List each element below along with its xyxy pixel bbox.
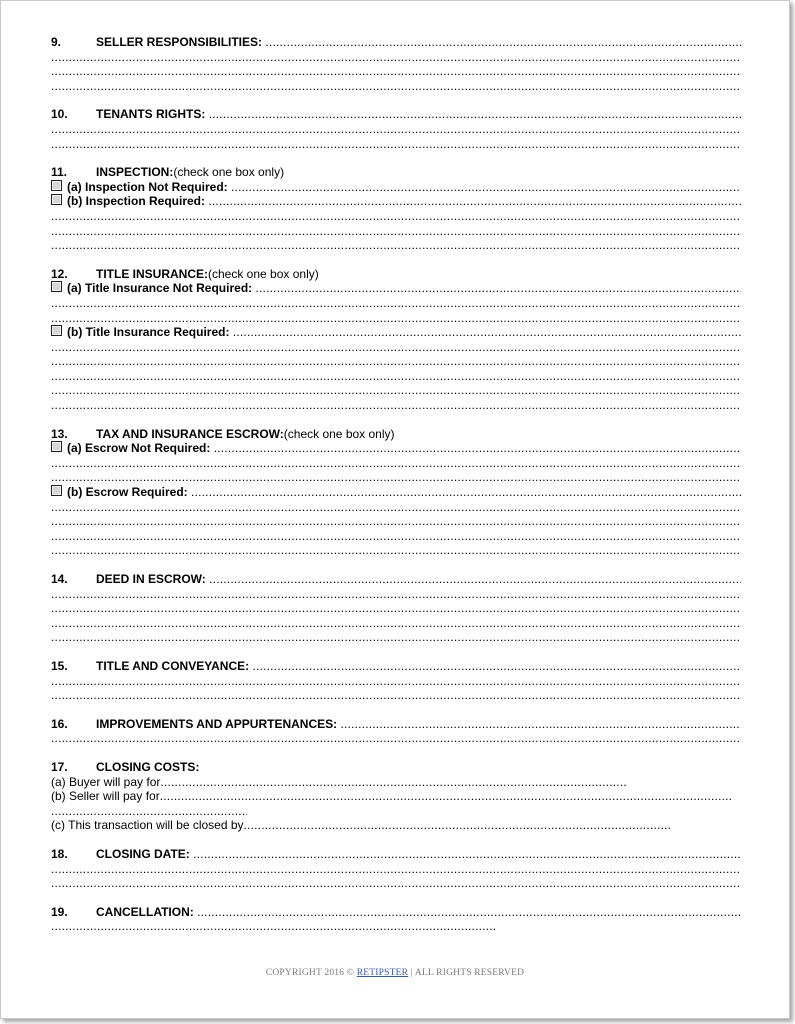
- fill-line[interactable]: [51, 238, 741, 253]
- section-number: 17.: [51, 759, 68, 774]
- closing-cost-buyer: [51, 775, 741, 790]
- fill-line[interactable]: [255, 281, 741, 296]
- checkbox[interactable]: [51, 325, 62, 336]
- fill-line[interactable]: [51, 688, 741, 703]
- fill-line[interactable]: [51, 500, 741, 515]
- fill-line[interactable]: [160, 789, 732, 804]
- form-content: [51, 35, 741, 934]
- fill-line[interactable]: [160, 775, 628, 790]
- fill-line[interactable]: [51, 876, 741, 891]
- closing-cost-label: (b) Seller will pay for: [51, 789, 160, 804]
- fill-line[interactable]: [51, 731, 741, 746]
- section-17-heading: [51, 760, 741, 775]
- option-label: (b) Title Insurance Required:: [67, 325, 230, 340]
- fill-line[interactable]: [51, 122, 741, 137]
- option-title-insurance-not-required: [51, 281, 741, 296]
- closing-cost-seller: [51, 789, 741, 804]
- option-label: (a) Escrow Not Required:: [67, 441, 211, 456]
- fill-line[interactable]: [209, 107, 741, 122]
- fill-line[interactable]: [233, 325, 741, 340]
- fill-line[interactable]: [51, 311, 741, 326]
- section-number: 9.: [51, 35, 62, 49]
- section-title: SELLER RESPONSIBILITIES:: [96, 35, 263, 49]
- section-title: TITLE AND CONVEYANCE:: [96, 658, 250, 673]
- section-title: CLOSING DATE:: [96, 846, 190, 861]
- option-escrow-not-required: [51, 441, 741, 456]
- section-title: IMPROVEMENTS AND APPURTENANCES:: [96, 716, 338, 731]
- fill-line[interactable]: [340, 717, 741, 732]
- fill-line[interactable]: [51, 616, 741, 631]
- section-number: 14.: [51, 572, 68, 586]
- fill-line[interactable]: [51, 804, 741, 819]
- fill-line[interactable]: [51, 224, 741, 239]
- section-title: CLOSING COSTS:: [96, 759, 200, 774]
- section-title: CANCELLATION:: [96, 904, 194, 919]
- section-number: 11.: [51, 165, 68, 180]
- fill-line[interactable]: [51, 296, 741, 311]
- section-title: TITLE INSURANCE:: [96, 266, 208, 281]
- fill-line[interactable]: [208, 194, 741, 209]
- section-15-heading: [51, 659, 741, 674]
- fill-line[interactable]: [244, 818, 672, 833]
- checkbox[interactable]: [51, 485, 62, 496]
- section-number: 19.: [51, 904, 68, 919]
- fill-line[interactable]: [51, 587, 741, 602]
- option-inspection-not-required: [51, 180, 741, 195]
- fill-line[interactable]: [51, 64, 741, 79]
- section-14-heading: [51, 572, 741, 587]
- footer-suffix: | ALL RIGHTS RESERVED: [408, 968, 525, 978]
- fill-line[interactable]: [214, 441, 741, 456]
- checkbox[interactable]: [51, 281, 62, 292]
- fill-line[interactable]: [51, 862, 741, 877]
- section-number: 18.: [51, 846, 68, 861]
- option-label: (a) Inspection Not Required:: [67, 179, 228, 194]
- fill-line[interactable]: [193, 847, 741, 862]
- checkbox[interactable]: [51, 441, 62, 452]
- fill-line[interactable]: [51, 79, 741, 94]
- section-11-heading: [51, 165, 741, 180]
- section-note: (check one box only): [283, 426, 395, 441]
- copyright-footer: [1, 968, 789, 978]
- section-19-heading: [51, 905, 741, 920]
- fill-line[interactable]: [51, 369, 741, 384]
- section-18-heading: [51, 847, 741, 862]
- fill-line[interactable]: [51, 529, 741, 544]
- option-label: (b) Inspection Required:: [67, 194, 205, 209]
- section-16-heading: [51, 717, 741, 732]
- fill-line[interactable]: [191, 485, 741, 500]
- closing-cost-label: (c) This transaction will be closed by: [51, 818, 244, 833]
- fill-line[interactable]: [51, 470, 741, 485]
- option-title-insurance-required: [51, 325, 741, 340]
- fill-line[interactable]: [51, 674, 741, 689]
- fill-line[interactable]: [51, 354, 741, 369]
- section-12-heading: [51, 267, 741, 282]
- retipster-link[interactable]: RETIPSTER: [356, 968, 409, 978]
- fill-line[interactable]: [51, 543, 741, 558]
- section-title: TENANTS RIGHTS:: [96, 107, 206, 122]
- section-note: (check one box only): [208, 266, 319, 281]
- option-escrow-required: [51, 485, 741, 500]
- section-title: DEED IN ESCROW:: [96, 572, 206, 586]
- fill-line[interactable]: [51, 514, 741, 529]
- option-label: (a) Title Insurance Not Required:: [67, 281, 253, 296]
- fill-line[interactable]: [51, 137, 741, 152]
- fill-line[interactable]: [51, 456, 741, 471]
- section-title: INSPECTION:: [96, 165, 174, 180]
- fill-line[interactable]: [51, 209, 741, 224]
- fill-line[interactable]: [51, 383, 741, 398]
- fill-line[interactable]: [197, 905, 741, 920]
- section-note: (check one box only): [173, 165, 285, 180]
- section-number: 16.: [51, 716, 68, 731]
- section-10-heading: [51, 107, 741, 122]
- section-number: 15.: [51, 658, 68, 673]
- section-number: 13.: [51, 426, 68, 441]
- section-13-heading: [51, 427, 741, 442]
- section-title: TAX AND INSURANCE ESCROW:: [96, 426, 284, 441]
- section-number: 10.: [51, 107, 68, 122]
- checkbox[interactable]: [51, 180, 62, 191]
- fill-line[interactable]: [51, 601, 741, 616]
- fill-line[interactable]: [51, 919, 741, 934]
- fill-line[interactable]: [51, 398, 741, 413]
- fill-line[interactable]: [51, 340, 741, 355]
- fill-line[interactable]: [231, 180, 741, 195]
- option-label: (b) Escrow Required:: [67, 485, 188, 500]
- section-number: 12.: [51, 266, 68, 281]
- closing-cost-label: (a) Buyer will pay for: [51, 774, 161, 789]
- footer-prefix: COPYRIGHT 2016 ©: [265, 968, 357, 978]
- checkbox[interactable]: [51, 194, 62, 205]
- fill-line[interactable]: [209, 572, 741, 587]
- option-inspection-required: [51, 194, 741, 209]
- fill-line[interactable]: [51, 50, 741, 65]
- closing-cost-closed-by: [51, 818, 741, 833]
- fill-line[interactable]: [265, 35, 741, 50]
- section-9-heading: [51, 35, 741, 50]
- fill-line[interactable]: [252, 659, 741, 674]
- fill-line[interactable]: [51, 630, 741, 645]
